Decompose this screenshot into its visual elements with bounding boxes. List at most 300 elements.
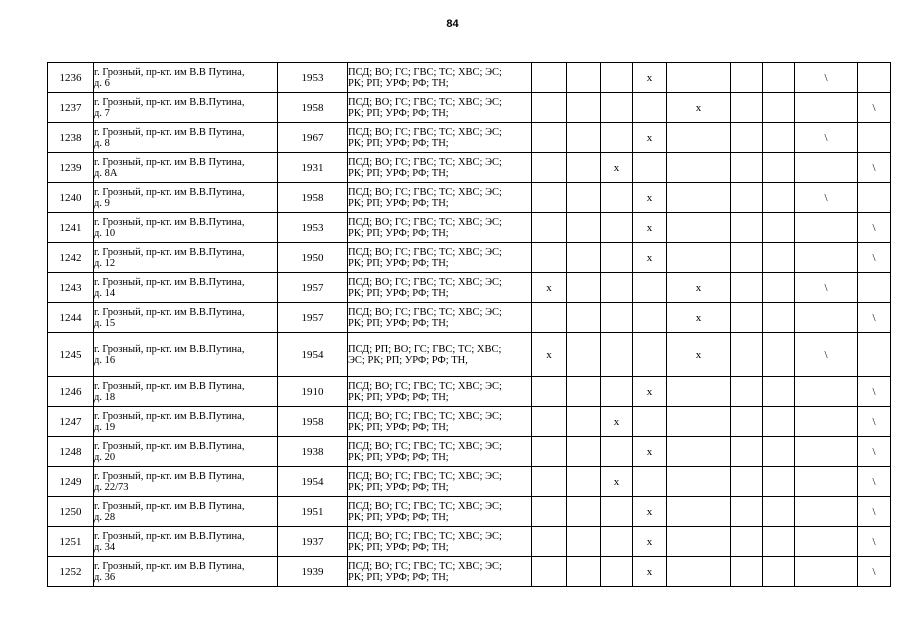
address-line: г. Грозный, пр-кт. им В.В.Путина, xyxy=(94,216,245,228)
build-year: 1951 xyxy=(278,497,348,527)
mark-cell: x xyxy=(633,63,667,93)
table-row xyxy=(48,123,891,153)
house-number: д. 28 xyxy=(94,511,116,523)
row-number: 1246 xyxy=(48,377,94,407)
mark-cell xyxy=(667,407,731,437)
mark-cell xyxy=(601,213,633,243)
mark-cell xyxy=(763,333,795,377)
mark-cell xyxy=(731,497,763,527)
services-line: РК; РП; УРФ; РФ; ТН; xyxy=(348,257,449,269)
mark-cell: \ xyxy=(858,213,891,243)
mark-cell: x xyxy=(633,557,667,587)
mark-cell xyxy=(567,467,601,497)
build-year: 1953 xyxy=(278,63,348,93)
services-cell xyxy=(348,153,532,183)
mark-cell: x xyxy=(633,213,667,243)
mark-cell xyxy=(667,63,731,93)
mark-cell: \ xyxy=(858,93,891,123)
mark-cell xyxy=(763,527,795,557)
mark-cell: x xyxy=(601,407,633,437)
mark-cell xyxy=(858,333,891,377)
address-line: г. Грозный, пр-кт. им В.В Путина, xyxy=(94,500,245,512)
services-line: РК; РП; УРФ; РФ; ТН; xyxy=(348,481,449,493)
row-number: 1238 xyxy=(48,123,94,153)
mark-cell xyxy=(667,183,731,213)
mark-cell: x xyxy=(633,497,667,527)
mark-cell xyxy=(532,153,567,183)
house-number: д. 15 xyxy=(94,317,116,329)
mark-cell xyxy=(795,527,858,557)
services-line: ПСД; ВО; ГС; ГВС; ТС; ХВС; ЭС; xyxy=(348,156,502,168)
services-cell xyxy=(348,63,532,93)
address-line: г. Грозный, пр-кт. им В.В.Путина, xyxy=(94,306,245,318)
mark-cell xyxy=(731,153,763,183)
house-number: д. 16 xyxy=(94,354,116,366)
mark-cell xyxy=(731,333,763,377)
mark-cell: x xyxy=(532,333,567,377)
mark-cell xyxy=(633,303,667,333)
mark-cell xyxy=(731,557,763,587)
mark-cell: \ xyxy=(858,557,891,587)
mark-cell xyxy=(532,467,567,497)
address-cell xyxy=(94,467,278,497)
address-cell xyxy=(94,557,278,587)
house-number: д. 14 xyxy=(94,287,116,299)
address-cell xyxy=(94,407,278,437)
mark-cell xyxy=(633,407,667,437)
mark-cell xyxy=(567,63,601,93)
mark-cell xyxy=(731,93,763,123)
row-number: 1239 xyxy=(48,153,94,183)
table-row xyxy=(48,377,891,407)
house-number: д. 8 xyxy=(94,137,110,149)
table-row xyxy=(48,527,891,557)
services-cell xyxy=(348,377,532,407)
mark-cell xyxy=(532,497,567,527)
mark-cell xyxy=(667,213,731,243)
mark-cell: \ xyxy=(795,123,858,153)
mark-cell: \ xyxy=(858,467,891,497)
mark-cell: x xyxy=(667,273,731,303)
services-line: РК; РП; УРФ; РФ; ТН; xyxy=(348,227,449,239)
services-line: ПСД; ВО; ГС; ГВС; ТС; ХВС; ЭС; xyxy=(348,306,502,318)
mark-cell xyxy=(731,407,763,437)
mark-cell: \ xyxy=(858,407,891,437)
table-row xyxy=(48,153,891,183)
mark-cell xyxy=(795,93,858,123)
table-row xyxy=(48,213,891,243)
house-number: д. 36 xyxy=(94,571,116,583)
address-cell xyxy=(94,213,278,243)
mark-cell xyxy=(633,93,667,123)
services-cell xyxy=(348,557,532,587)
address-cell xyxy=(94,497,278,527)
mark-cell xyxy=(795,407,858,437)
mark-cell xyxy=(633,273,667,303)
mark-cell xyxy=(731,213,763,243)
mark-cell: \ xyxy=(858,153,891,183)
address-line: г. Грозный, пр-кт. им В.В.Путина, xyxy=(94,410,245,422)
mark-cell xyxy=(601,303,633,333)
address-line: г. Грозный, пр-кт. им В.В Путина, xyxy=(94,560,245,572)
house-number: д. 12 xyxy=(94,257,116,269)
mark-cell xyxy=(601,527,633,557)
house-number: д. 18 xyxy=(94,391,116,403)
house-number: д. 22/73 xyxy=(94,481,129,493)
mark-cell: x xyxy=(667,93,731,123)
mark-cell: x xyxy=(667,333,731,377)
services-line: РК; РП; УРФ; РФ; ТН; xyxy=(348,317,449,329)
services-line: ПСД; ВО; ГС; ГВС; ТС; ХВС; ЭС; xyxy=(348,500,502,512)
services-line: ПСД; ВО; ГС; ГВС; ТС; ХВС; ЭС; xyxy=(348,470,502,482)
services-line: ПСД; ВО; ГС; ГВС; ТС; ХВС; ЭС; xyxy=(348,560,502,572)
mark-cell xyxy=(795,497,858,527)
row-number: 1248 xyxy=(48,437,94,467)
build-year: 1954 xyxy=(278,333,348,377)
build-year: 1931 xyxy=(278,153,348,183)
mark-cell xyxy=(633,153,667,183)
mark-cell xyxy=(601,123,633,153)
house-number: д. 10 xyxy=(94,227,116,239)
mark-cell xyxy=(858,183,891,213)
services-cell xyxy=(348,497,532,527)
mark-cell xyxy=(532,243,567,273)
mark-cell xyxy=(858,63,891,93)
services-line: РК; РП; УРФ; РФ; ТН; xyxy=(348,197,449,209)
row-number: 1247 xyxy=(48,407,94,437)
build-year: 1950 xyxy=(278,243,348,273)
mark-cell xyxy=(763,93,795,123)
services-line: ПСД; ВО; ГС; ГВС; ТС; ХВС; ЭС; xyxy=(348,246,502,258)
services-line: ПСД; ВО; ГС; ГВС; ТС; ХВС; ЭС; xyxy=(348,440,502,452)
mark-cell xyxy=(858,123,891,153)
mark-cell xyxy=(731,303,763,333)
services-cell xyxy=(348,213,532,243)
address-line: г. Грозный, пр-кт. им В.В.Путина, xyxy=(94,530,245,542)
mark-cell xyxy=(601,557,633,587)
services-line: РК; РП; УРФ; РФ; ТН; xyxy=(348,167,449,179)
services-cell xyxy=(348,527,532,557)
table-row xyxy=(48,183,891,213)
house-number: д. 6 xyxy=(94,77,110,89)
mark-cell: \ xyxy=(795,333,858,377)
services-line: РК; РП; УРФ; РФ; ТН; xyxy=(348,451,449,463)
mark-cell xyxy=(601,437,633,467)
mark-cell xyxy=(532,63,567,93)
build-year: 1958 xyxy=(278,407,348,437)
mark-cell: x xyxy=(601,153,633,183)
mark-cell xyxy=(667,153,731,183)
mark-cell xyxy=(567,557,601,587)
mark-cell xyxy=(567,153,601,183)
address-line: г. Грозный, пр-кт. им В.В.Путина, xyxy=(94,343,245,355)
services-line: ПСД; ВО; ГС; ГВС; ТС; ХВС; ЭС; xyxy=(348,66,502,78)
services-cell xyxy=(348,183,532,213)
housing-table xyxy=(47,62,891,587)
mark-cell: x xyxy=(633,437,667,467)
mark-cell xyxy=(532,123,567,153)
services-cell xyxy=(348,407,532,437)
build-year: 1937 xyxy=(278,527,348,557)
row-number: 1236 xyxy=(48,63,94,93)
house-number: д. 19 xyxy=(94,421,116,433)
mark-cell xyxy=(795,303,858,333)
build-year: 1938 xyxy=(278,437,348,467)
services-line: РК; РП; УРФ; РФ; ТН; xyxy=(348,137,449,149)
mark-cell xyxy=(567,93,601,123)
services-line: РК; РП; УРФ; РФ; ТН; xyxy=(348,77,449,89)
services-cell xyxy=(348,303,532,333)
mark-cell xyxy=(633,467,667,497)
mark-cell xyxy=(795,153,858,183)
mark-cell: \ xyxy=(858,243,891,273)
mark-cell xyxy=(795,557,858,587)
table-row xyxy=(48,467,891,497)
mark-cell xyxy=(532,93,567,123)
row-number: 1241 xyxy=(48,213,94,243)
table-row xyxy=(48,93,891,123)
mark-cell: x xyxy=(633,377,667,407)
services-line: РК; РП; УРФ; РФ; ТН; xyxy=(348,511,449,523)
services-cell xyxy=(348,333,532,377)
mark-cell xyxy=(667,377,731,407)
mark-cell xyxy=(763,273,795,303)
row-number: 1242 xyxy=(48,243,94,273)
mark-cell xyxy=(667,527,731,557)
mark-cell: x xyxy=(633,243,667,273)
mark-cell xyxy=(667,123,731,153)
mark-cell xyxy=(532,377,567,407)
mark-cell xyxy=(763,243,795,273)
mark-cell: \ xyxy=(795,63,858,93)
mark-cell: x xyxy=(633,123,667,153)
mark-cell: x xyxy=(633,183,667,213)
address-line: г. Грозный, пр-кт. им В.В Путина, xyxy=(94,380,245,392)
mark-cell: \ xyxy=(795,183,858,213)
house-number: д. 8А xyxy=(94,167,118,179)
mark-cell xyxy=(763,437,795,467)
build-year: 1958 xyxy=(278,93,348,123)
mark-cell: \ xyxy=(858,437,891,467)
mark-cell: \ xyxy=(858,377,891,407)
row-number: 1249 xyxy=(48,467,94,497)
mark-cell xyxy=(601,333,633,377)
build-year: 1958 xyxy=(278,183,348,213)
address-line: г. Грозный, пр-кт. им В.В.Путина, xyxy=(94,440,245,452)
mark-cell xyxy=(731,63,763,93)
services-line: ЭС; РК; РП; УРФ; РФ; ТН, xyxy=(348,354,468,366)
address-cell xyxy=(94,183,278,213)
services-cell xyxy=(348,123,532,153)
house-number: д. 7 xyxy=(94,107,110,119)
address-cell xyxy=(94,273,278,303)
mark-cell xyxy=(633,333,667,377)
mark-cell xyxy=(567,407,601,437)
mark-cell xyxy=(567,183,601,213)
mark-cell xyxy=(763,183,795,213)
address-cell xyxy=(94,93,278,123)
services-line: РК; РП; УРФ; РФ; ТН; xyxy=(348,571,449,583)
mark-cell xyxy=(567,527,601,557)
mark-cell xyxy=(731,437,763,467)
services-cell xyxy=(348,243,532,273)
address-line: г. Грозный, пр-кт. им В.В.Путина, xyxy=(94,186,245,198)
build-year: 1910 xyxy=(278,377,348,407)
address-cell xyxy=(94,333,278,377)
services-cell xyxy=(348,467,532,497)
mark-cell xyxy=(532,303,567,333)
address-line: г. Грозный, пр-кт. им В.В Путина, xyxy=(94,470,245,482)
address-cell xyxy=(94,153,278,183)
build-year: 1967 xyxy=(278,123,348,153)
mark-cell xyxy=(532,183,567,213)
table-row xyxy=(48,63,891,93)
mark-cell xyxy=(601,93,633,123)
mark-cell xyxy=(731,377,763,407)
row-number: 1237 xyxy=(48,93,94,123)
mark-cell: x xyxy=(633,527,667,557)
mark-cell xyxy=(763,497,795,527)
services-line: ПСД; ВО; ГС; ГВС; ТС; ХВС; ЭС; xyxy=(348,96,502,108)
row-number: 1245 xyxy=(48,333,94,377)
address-line: г. Грозный, пр-кт. им В.В Путина, xyxy=(94,126,245,138)
services-line: ПСД; ВО; ГС; ГВС; ТС; ХВС; ЭС; xyxy=(348,216,502,228)
mark-cell xyxy=(532,557,567,587)
table-row xyxy=(48,303,891,333)
mark-cell xyxy=(763,303,795,333)
address-cell xyxy=(94,243,278,273)
mark-cell xyxy=(532,437,567,467)
row-number: 1251 xyxy=(48,527,94,557)
house-number: д. 9 xyxy=(94,197,110,209)
build-year: 1939 xyxy=(278,557,348,587)
address-cell xyxy=(94,437,278,467)
table-row xyxy=(48,557,891,587)
address-line: г. Грозный, пр-кт. им В.В.Путина, xyxy=(94,96,245,108)
services-line: РК; РП; УРФ; РФ; ТН; xyxy=(348,421,449,433)
mark-cell xyxy=(567,437,601,467)
build-year: 1957 xyxy=(278,303,348,333)
address-cell xyxy=(94,303,278,333)
mark-cell xyxy=(763,63,795,93)
mark-cell xyxy=(731,123,763,153)
services-cell xyxy=(348,273,532,303)
mark-cell xyxy=(795,377,858,407)
mark-cell xyxy=(567,273,601,303)
house-number: д. 20 xyxy=(94,451,116,463)
mark-cell: x xyxy=(601,467,633,497)
address-line: г. Грозный, пр-кт. им В.В Путина, xyxy=(94,156,245,168)
mark-cell: x xyxy=(532,273,567,303)
table-row xyxy=(48,243,891,273)
services-line: РК; РП; УРФ; РФ; ТН; xyxy=(348,107,449,119)
address-cell xyxy=(94,123,278,153)
services-line: ПСД; ВО; ГС; ГВС; ТС; ХВС; ЭС; xyxy=(348,276,502,288)
table-row xyxy=(48,437,891,467)
build-year: 1954 xyxy=(278,467,348,497)
mark-cell xyxy=(567,333,601,377)
mark-cell xyxy=(601,243,633,273)
services-line: ПСД; РП; ВО; ГС; ГВС; ТС; ХВС; xyxy=(348,343,502,355)
services-line: ПСД; ВО; ГС; ГВС; ТС; ХВС; ЭС; xyxy=(348,410,502,422)
build-year: 1957 xyxy=(278,273,348,303)
row-number: 1244 xyxy=(48,303,94,333)
mark-cell xyxy=(667,497,731,527)
mark-cell: x xyxy=(667,303,731,333)
row-number: 1240 xyxy=(48,183,94,213)
mark-cell xyxy=(795,437,858,467)
address-cell xyxy=(94,527,278,557)
mark-cell xyxy=(567,213,601,243)
services-line: ПСД; ВО; ГС; ГВС; ТС; ХВС; ЭС; xyxy=(348,530,502,542)
mark-cell xyxy=(731,183,763,213)
services-cell xyxy=(348,437,532,467)
mark-cell xyxy=(532,407,567,437)
mark-cell xyxy=(763,467,795,497)
mark-cell xyxy=(601,273,633,303)
mark-cell xyxy=(763,407,795,437)
mark-cell xyxy=(567,123,601,153)
table-row xyxy=(48,407,891,437)
house-number: д. 34 xyxy=(94,541,116,553)
mark-cell: \ xyxy=(858,497,891,527)
services-line: ПСД; ВО; ГС; ГВС; ТС; ХВС; ЭС; xyxy=(348,380,502,392)
services-line: РК; РП; УРФ; РФ; ТН; xyxy=(348,391,449,403)
mark-cell xyxy=(731,243,763,273)
mark-cell xyxy=(567,377,601,407)
mark-cell xyxy=(731,273,763,303)
mark-cell xyxy=(667,243,731,273)
services-line: ПСД; ВО; ГС; ГВС; ТС; ХВС; ЭС; xyxy=(348,186,502,198)
address-cell xyxy=(94,377,278,407)
services-cell xyxy=(348,93,532,123)
build-year: 1953 xyxy=(278,213,348,243)
page-number: 84 xyxy=(446,18,459,30)
mark-cell xyxy=(763,557,795,587)
row-number: 1252 xyxy=(48,557,94,587)
mark-cell: \ xyxy=(858,303,891,333)
mark-cell xyxy=(532,213,567,243)
mark-cell xyxy=(763,213,795,243)
mark-cell xyxy=(601,497,633,527)
mark-cell xyxy=(567,303,601,333)
mark-cell xyxy=(601,377,633,407)
mark-cell: \ xyxy=(858,527,891,557)
table-row xyxy=(48,273,891,303)
mark-cell xyxy=(567,497,601,527)
table-row xyxy=(48,497,891,527)
mark-cell xyxy=(601,63,633,93)
mark-cell xyxy=(532,527,567,557)
mark-cell xyxy=(667,557,731,587)
table-row xyxy=(48,333,891,377)
mark-cell xyxy=(763,377,795,407)
row-number: 1243 xyxy=(48,273,94,303)
mark-cell: \ xyxy=(795,273,858,303)
services-line: ПСД; ВО; ГС; ГВС; ТС; ХВС; ЭС; xyxy=(348,126,502,138)
address-line: г. Грозный, пр-кт. им В.В.Путина, xyxy=(94,246,245,258)
mark-cell xyxy=(731,527,763,557)
mark-cell xyxy=(731,467,763,497)
mark-cell xyxy=(795,467,858,497)
address-line: г. Грозный, пр-кт. им В.В Путина, xyxy=(94,66,245,78)
mark-cell xyxy=(858,273,891,303)
mark-cell xyxy=(763,153,795,183)
mark-cell xyxy=(667,467,731,497)
row-number: 1250 xyxy=(48,497,94,527)
mark-cell xyxy=(795,243,858,273)
mark-cell xyxy=(763,123,795,153)
